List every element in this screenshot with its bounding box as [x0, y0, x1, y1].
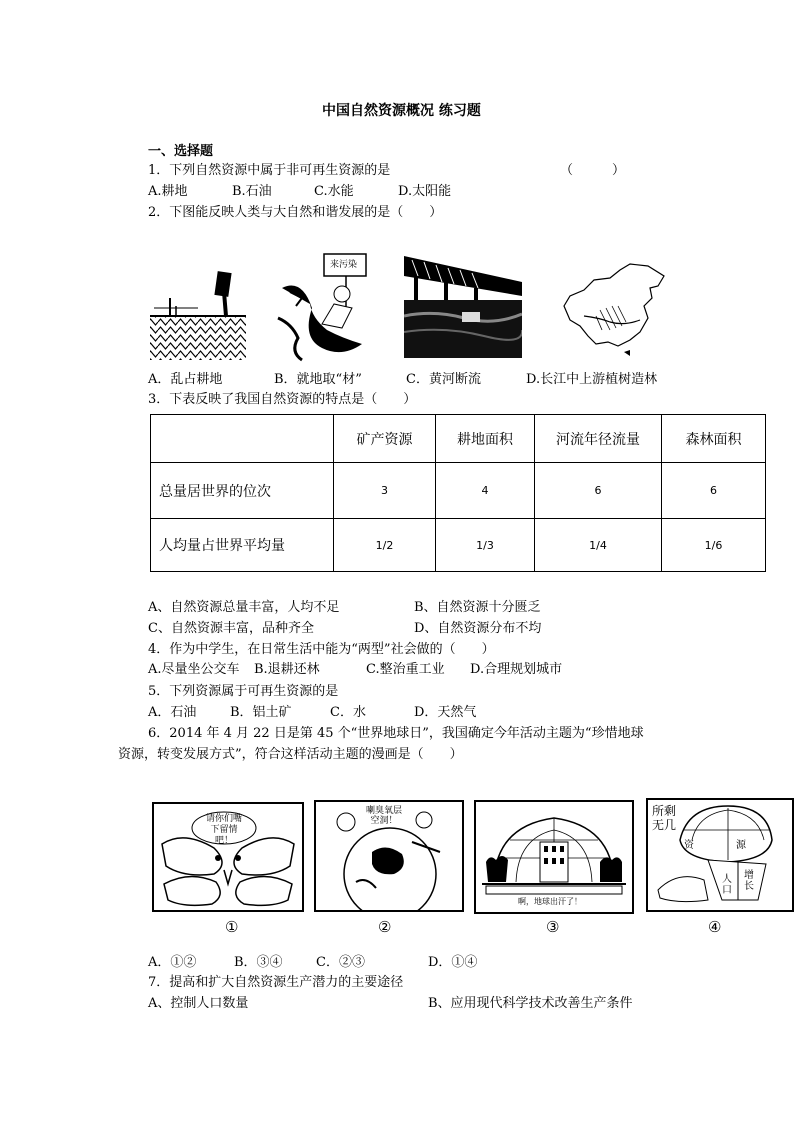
- table-corner-cell: [151, 415, 334, 463]
- table-cell: 1/6: [662, 519, 766, 572]
- q2-option-d: D.长江中上游植树造林: [526, 372, 658, 387]
- q1-bracket: （ ）: [560, 163, 626, 178]
- q4-option-c: C.整治重工业: [366, 662, 445, 677]
- q7-option-a: A、控制人口数量: [148, 996, 249, 1011]
- q4-stem: 4．作为中学生，在日常生活中能为“两型”社会做的（ ）: [148, 642, 495, 657]
- table-cell: 1/2: [334, 519, 436, 572]
- section-heading: 一、选择题: [148, 144, 214, 159]
- cartoon-4-label-zengzhang: 增长: [744, 870, 754, 892]
- q5-option-c: C．水: [330, 705, 366, 720]
- q3-option-b: B、自然资源十分匮乏: [414, 600, 541, 615]
- table-header-cell: 矿产资源: [334, 415, 436, 463]
- page-title: 中国自然资源概况 练习题: [322, 103, 481, 119]
- q4-option-b: B.退耕还林: [254, 662, 320, 677]
- q1-option-c: C.水能: [314, 184, 354, 199]
- cartoon-label-4: ④: [708, 918, 722, 936]
- cartoon-1: [152, 802, 304, 912]
- cartoon-2: [314, 800, 464, 912]
- q2-picture-c: [404, 246, 522, 358]
- q6-option-b: B．③④: [234, 955, 283, 970]
- cartoon-3: [474, 800, 634, 914]
- q5-option-d: D．天然气: [414, 705, 477, 720]
- q3-option-d: D、自然资源分布不均: [414, 621, 542, 636]
- q6-stem-line1: 6．2014 年 4 月 22 日是第 45 个“世界地球日”，我国确定今年活动主题为“珍惜地球: [148, 726, 644, 741]
- table-cell: 1/4: [535, 519, 662, 572]
- q5-option-b: B．铝土矿: [230, 705, 292, 720]
- q3-stem: 3．下表反映了我国自然资源的特点是（ ）: [148, 392, 417, 407]
- cartoon-label-1: ①: [225, 918, 239, 936]
- table-row-label: 人均量占世界平均量: [151, 519, 334, 572]
- q2-option-b: B．就地取“材”: [274, 372, 362, 387]
- table-header-cell: 河流年径流量: [535, 415, 662, 463]
- cartoon-4-label-yuan: 源: [736, 840, 746, 851]
- q4-option-d: D.合理规划城市: [470, 662, 563, 677]
- table-cell: 6: [535, 463, 662, 519]
- q5-option-a: A．石油: [148, 705, 197, 720]
- cartoon-4-label-zi: 资: [684, 840, 694, 851]
- q3-option-c: C、自然资源丰富，品种齐全: [148, 621, 314, 636]
- q1-stem: 1．下列自然资源中属于非可再生资源的是: [148, 163, 391, 178]
- cartoon-4-side-text: 所剩无几: [652, 804, 677, 832]
- cartoon-4-label-renkou: 人口: [722, 874, 732, 896]
- table-header-row: [151, 415, 766, 463]
- q6-option-c: C．②③: [316, 955, 365, 970]
- q2-picture-b-sign: 来污染: [330, 260, 358, 270]
- cartoon-label-2: ②: [378, 918, 392, 936]
- q2-option-a: A．乱占耕地: [148, 372, 223, 387]
- q5-stem: 5．下列资源属于可再生资源的是: [148, 684, 339, 699]
- cartoon-3-caption: 啊，地球出汗了！: [518, 897, 582, 906]
- q6-option-a: A．①②: [148, 955, 197, 970]
- table-row: [151, 519, 766, 572]
- resource-table: [150, 414, 766, 572]
- q7-option-b: B、应用现代科学技术改善生产条件: [428, 996, 633, 1011]
- table-row-label: 总量居世界的位次: [151, 463, 334, 519]
- cartoon-2-caption: 喇臭氧层空洞！: [366, 806, 403, 826]
- q1-option-b: B.石油: [232, 184, 272, 199]
- q4-option-a: A.尽量坐公交车: [148, 662, 240, 677]
- q2-picture-a: [148, 262, 248, 362]
- cartoon-4: [646, 798, 794, 912]
- q7-stem: 7．提高和扩大自然资源生产潜力的主要途径: [148, 975, 404, 990]
- q2-stem: 2．下图能反映人类与大自然和谐发展的是（ ）: [148, 205, 443, 220]
- q2-option-c: C．黄河断流: [406, 372, 481, 387]
- table-cell: 1/3: [436, 519, 535, 572]
- table-header-cell: 耕地面积: [436, 415, 535, 463]
- q6-option-d: D．①④: [428, 955, 478, 970]
- cartoon-label-3: ③: [546, 918, 560, 936]
- table-cell: 3: [334, 463, 436, 519]
- q1-option-a: A.耕地: [148, 184, 188, 199]
- cartoon-1-speech: 请你们嘴下留情吧！: [205, 814, 242, 846]
- table-cell: 4: [436, 463, 535, 519]
- q1-option-d: D.太阳能: [398, 184, 452, 199]
- table-cell: 6: [662, 463, 766, 519]
- q2-picture-d: [560, 260, 670, 360]
- q3-option-a: A、自然资源总量丰富，人均不足: [148, 600, 340, 615]
- q6-stem-line2: 资源，转变发展方式”，符合这样活动主题的漫画是（ ）: [118, 747, 463, 762]
- table-row: [151, 463, 766, 519]
- table-header-cell: 森林面积: [662, 415, 766, 463]
